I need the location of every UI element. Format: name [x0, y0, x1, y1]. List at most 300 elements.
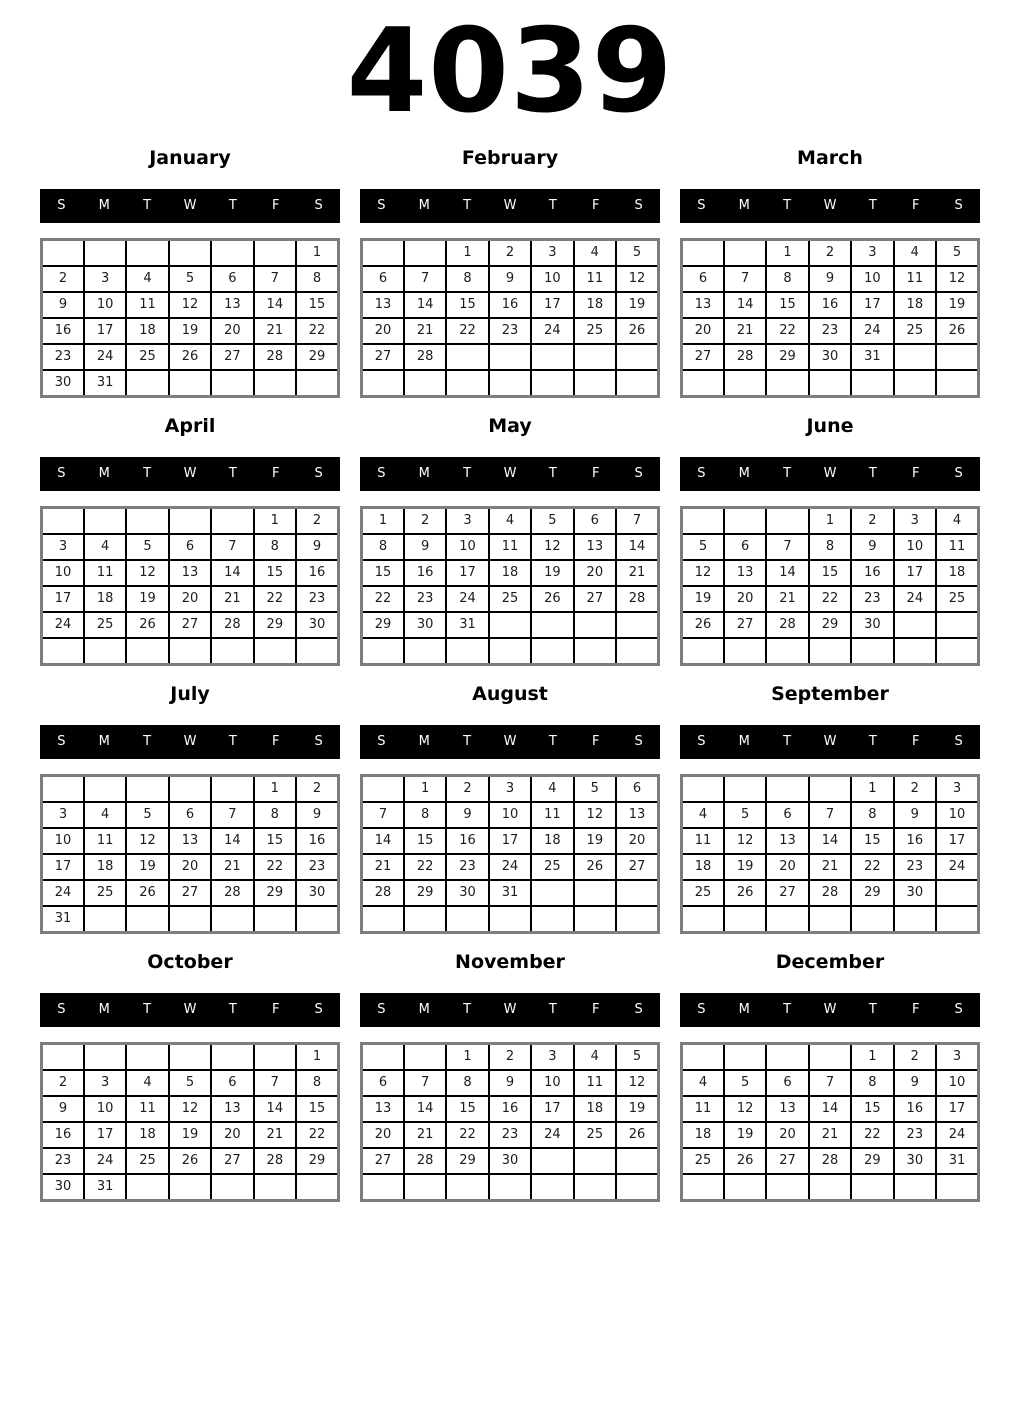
day-cell: 2 — [296, 507, 338, 534]
month-title: September — [771, 682, 889, 705]
day-cell: 16 — [404, 560, 446, 586]
weekday-label: S — [57, 198, 66, 214]
empty-day-cell — [126, 239, 168, 266]
weekday-label: T — [868, 1002, 877, 1018]
empty-day-cell — [254, 906, 296, 933]
week-row — [682, 586, 979, 612]
day-cell: 19 — [574, 828, 616, 854]
day-cell: 28 — [404, 1148, 446, 1174]
week-row — [42, 1043, 339, 1070]
month-day-grid-body — [682, 1043, 979, 1200]
week-row — [362, 775, 659, 802]
weekday-label: F — [911, 1002, 920, 1018]
empty-day-cell — [531, 906, 573, 933]
month-day-grid — [40, 238, 340, 398]
weekday-label: F — [591, 466, 600, 482]
day-cell: 29 — [254, 612, 296, 638]
week-row — [42, 802, 339, 828]
day-cell: 9 — [42, 292, 84, 318]
day-cell: 18 — [84, 854, 126, 880]
months-grid — [40, 148, 980, 1202]
week-row — [362, 828, 659, 854]
week-row — [362, 1174, 659, 1201]
month-day-grid-body — [362, 1043, 659, 1200]
month-title: November — [455, 950, 565, 973]
weekday-label: T — [783, 734, 792, 750]
week-row — [682, 1122, 979, 1148]
day-cell: 23 — [296, 586, 338, 612]
day-cell: 31 — [489, 880, 531, 906]
day-cell: 19 — [169, 1122, 211, 1148]
week-row — [682, 1043, 979, 1070]
day-cell: 24 — [936, 854, 978, 880]
day-cell: 4 — [574, 239, 616, 266]
empty-day-cell — [936, 638, 978, 665]
day-cell: 14 — [616, 534, 658, 560]
day-cell: 12 — [724, 1096, 766, 1122]
day-cell: 7 — [724, 266, 766, 292]
day-cell: 11 — [894, 266, 936, 292]
empty-day-cell — [766, 507, 808, 534]
week-row — [682, 828, 979, 854]
day-cell: 19 — [616, 292, 658, 318]
week-row — [42, 1070, 339, 1096]
day-cell: 8 — [296, 1070, 338, 1096]
weekday-label: T — [548, 734, 557, 750]
month-calendar — [360, 148, 660, 398]
day-cell: 24 — [851, 318, 893, 344]
day-cell: 25 — [682, 880, 724, 906]
empty-day-cell — [169, 1174, 211, 1201]
week-row — [682, 880, 979, 906]
day-cell: 26 — [682, 612, 724, 638]
day-cell: 19 — [126, 854, 168, 880]
empty-day-cell — [362, 1174, 404, 1201]
day-cell: 7 — [211, 802, 253, 828]
month-title: June — [806, 414, 854, 437]
empty-day-cell — [574, 344, 616, 370]
day-cell: 20 — [211, 318, 253, 344]
empty-day-cell — [682, 906, 724, 933]
day-cell: 10 — [531, 1070, 573, 1096]
day-cell: 22 — [851, 1122, 893, 1148]
day-cell: 11 — [531, 802, 573, 828]
empty-day-cell — [616, 906, 658, 933]
empty-day-cell — [169, 370, 211, 397]
week-row — [362, 1043, 659, 1070]
day-cell: 13 — [211, 1096, 253, 1122]
day-cell: 28 — [724, 344, 766, 370]
day-cell: 19 — [682, 586, 724, 612]
day-cell: 25 — [84, 880, 126, 906]
day-cell: 12 — [169, 1096, 211, 1122]
day-cell: 23 — [446, 854, 488, 880]
day-cell: 20 — [169, 854, 211, 880]
month-title: January — [149, 147, 231, 169]
empty-day-cell — [616, 370, 658, 397]
empty-day-cell — [616, 344, 658, 370]
day-cell: 20 — [724, 586, 766, 612]
day-cell: 28 — [362, 880, 404, 906]
day-cell: 20 — [574, 560, 616, 586]
day-cell: 6 — [766, 802, 808, 828]
empty-day-cell — [126, 370, 168, 397]
day-cell: 16 — [446, 828, 488, 854]
week-row — [362, 344, 659, 370]
day-cell: 14 — [809, 1096, 851, 1122]
day-cell: 10 — [851, 266, 893, 292]
empty-day-cell — [724, 370, 766, 397]
day-cell: 25 — [126, 1148, 168, 1174]
empty-day-cell — [851, 906, 893, 933]
weekday-label: T — [783, 198, 792, 214]
empty-day-cell — [851, 370, 893, 397]
day-cell: 20 — [682, 318, 724, 344]
empty-day-cell — [42, 239, 84, 266]
day-cell: 22 — [809, 586, 851, 612]
day-cell: 31 — [42, 906, 84, 933]
empty-day-cell — [404, 239, 446, 266]
day-cell: 7 — [254, 266, 296, 292]
weekday-label: T — [868, 198, 877, 214]
day-cell: 14 — [254, 292, 296, 318]
weekday-label: M — [418, 466, 430, 482]
month-day-grid — [360, 1042, 660, 1202]
day-cell: 11 — [84, 560, 126, 586]
day-cell: 17 — [489, 828, 531, 854]
weekday-label: M — [738, 466, 750, 482]
day-cell: 21 — [211, 854, 253, 880]
day-cell: 17 — [936, 1096, 978, 1122]
weekday-label: T — [228, 198, 237, 214]
day-cell: 21 — [809, 1122, 851, 1148]
weekday-label: T — [868, 734, 877, 750]
day-cell: 16 — [489, 292, 531, 318]
empty-day-cell — [254, 1174, 296, 1201]
week-row — [42, 292, 339, 318]
week-row — [682, 1096, 979, 1122]
empty-day-cell — [682, 1043, 724, 1070]
weekday-label: T — [463, 466, 472, 482]
day-cell: 12 — [574, 802, 616, 828]
day-cell: 4 — [936, 507, 978, 534]
week-row — [682, 318, 979, 344]
empty-day-cell — [296, 638, 338, 665]
empty-day-cell — [362, 239, 404, 266]
day-cell: 29 — [766, 344, 808, 370]
weekday-label: S — [634, 198, 643, 214]
day-cell: 7 — [809, 1070, 851, 1096]
day-cell: 7 — [616, 507, 658, 534]
day-cell: 25 — [489, 586, 531, 612]
day-cell: 3 — [42, 534, 84, 560]
day-cell: 10 — [446, 534, 488, 560]
weekday-label: T — [228, 734, 237, 750]
day-cell: 9 — [894, 1070, 936, 1096]
day-cell: 13 — [724, 560, 766, 586]
week-row — [682, 344, 979, 370]
day-cell: 27 — [724, 612, 766, 638]
day-cell: 11 — [126, 1096, 168, 1122]
day-cell: 12 — [126, 828, 168, 854]
weekday-label: F — [911, 734, 920, 750]
day-cell: 6 — [574, 507, 616, 534]
day-cell: 18 — [126, 1122, 168, 1148]
day-cell: 19 — [169, 318, 211, 344]
day-cell: 18 — [894, 292, 936, 318]
day-cell: 13 — [169, 560, 211, 586]
day-cell: 27 — [682, 344, 724, 370]
week-row — [42, 612, 339, 638]
week-row — [362, 560, 659, 586]
empty-day-cell — [404, 1174, 446, 1201]
week-row — [682, 1174, 979, 1201]
empty-day-cell — [489, 906, 531, 933]
day-cell: 8 — [254, 534, 296, 560]
day-cell: 18 — [574, 292, 616, 318]
day-cell: 8 — [446, 1070, 488, 1096]
day-cell: 11 — [126, 292, 168, 318]
day-cell: 25 — [574, 318, 616, 344]
weekday-label: F — [271, 198, 280, 214]
day-cell: 20 — [169, 586, 211, 612]
day-cell: 25 — [894, 318, 936, 344]
empty-day-cell — [362, 1043, 404, 1070]
day-cell: 31 — [446, 612, 488, 638]
empty-day-cell — [531, 1174, 573, 1201]
day-cell: 1 — [254, 775, 296, 802]
weekday-label: T — [143, 466, 152, 482]
empty-day-cell — [404, 638, 446, 665]
day-cell: 26 — [126, 612, 168, 638]
empty-day-cell — [126, 1043, 168, 1070]
empty-day-cell — [211, 370, 253, 397]
month-day-grid-body — [682, 775, 979, 932]
weekday-header — [360, 993, 660, 1027]
empty-day-cell — [616, 612, 658, 638]
weekday-label: S — [954, 1002, 963, 1018]
day-cell: 2 — [894, 775, 936, 802]
weekday-label: M — [98, 1002, 110, 1018]
month-day-grid-body — [362, 775, 659, 932]
day-cell: 5 — [574, 775, 616, 802]
empty-day-cell — [531, 370, 573, 397]
empty-day-cell — [296, 906, 338, 933]
day-cell: 28 — [616, 586, 658, 612]
day-cell: 4 — [682, 1070, 724, 1096]
day-cell: 28 — [809, 880, 851, 906]
month-day-grid-body — [42, 507, 339, 664]
day-cell: 26 — [531, 586, 573, 612]
day-cell: 4 — [126, 266, 168, 292]
day-cell: 30 — [42, 1174, 84, 1201]
day-cell: 29 — [296, 344, 338, 370]
day-cell: 29 — [851, 880, 893, 906]
week-row — [682, 507, 979, 534]
day-cell: 26 — [616, 318, 658, 344]
month-day-grid — [40, 506, 340, 666]
weekday-label: S — [314, 466, 323, 482]
day-cell: 16 — [296, 560, 338, 586]
month-day-grid — [40, 1042, 340, 1202]
day-cell: 17 — [936, 828, 978, 854]
day-cell: 28 — [211, 612, 253, 638]
day-cell: 19 — [126, 586, 168, 612]
empty-day-cell — [42, 1043, 84, 1070]
day-cell: 20 — [362, 1122, 404, 1148]
weekday-header — [360, 457, 660, 491]
day-cell: 23 — [489, 1122, 531, 1148]
weekday-label: S — [634, 466, 643, 482]
weekday-label: S — [954, 198, 963, 214]
empty-day-cell — [84, 1043, 126, 1070]
day-cell: 29 — [446, 1148, 488, 1174]
week-row — [362, 534, 659, 560]
day-cell: 13 — [682, 292, 724, 318]
weekday-label: T — [228, 466, 237, 482]
day-cell: 15 — [851, 1096, 893, 1122]
month-calendar — [360, 952, 660, 1202]
day-cell: 8 — [851, 802, 893, 828]
empty-day-cell — [936, 906, 978, 933]
day-cell: 15 — [254, 560, 296, 586]
weekday-header — [40, 189, 340, 223]
empty-day-cell — [169, 1043, 211, 1070]
empty-day-cell — [574, 638, 616, 665]
day-cell: 22 — [296, 318, 338, 344]
empty-day-cell — [42, 507, 84, 534]
weekday-header — [680, 725, 980, 759]
day-cell: 18 — [682, 854, 724, 880]
day-cell: 11 — [682, 1096, 724, 1122]
weekday-label: T — [143, 1002, 152, 1018]
empty-day-cell — [211, 239, 253, 266]
day-cell: 10 — [489, 802, 531, 828]
day-cell: 8 — [809, 534, 851, 560]
day-cell: 3 — [936, 775, 978, 802]
day-cell: 24 — [84, 344, 126, 370]
day-cell: 24 — [42, 880, 84, 906]
day-cell: 22 — [446, 1122, 488, 1148]
day-cell: 26 — [724, 1148, 766, 1174]
weekday-header — [360, 725, 660, 759]
month-title: July — [170, 682, 210, 705]
day-cell: 9 — [809, 266, 851, 292]
week-row — [362, 292, 659, 318]
week-row — [42, 1174, 339, 1201]
day-cell: 8 — [851, 1070, 893, 1096]
day-cell: 6 — [362, 1070, 404, 1096]
week-row — [42, 880, 339, 906]
day-cell: 14 — [766, 560, 808, 586]
day-cell: 25 — [126, 344, 168, 370]
day-cell: 16 — [42, 1122, 84, 1148]
day-cell: 13 — [766, 828, 808, 854]
empty-day-cell — [936, 880, 978, 906]
day-cell: 17 — [42, 586, 84, 612]
day-cell: 8 — [446, 266, 488, 292]
day-cell: 14 — [254, 1096, 296, 1122]
week-row — [682, 370, 979, 397]
day-cell: 15 — [809, 560, 851, 586]
day-cell: 9 — [296, 802, 338, 828]
empty-day-cell — [851, 1174, 893, 1201]
day-cell: 5 — [616, 239, 658, 266]
day-cell: 5 — [682, 534, 724, 560]
day-cell: 17 — [894, 560, 936, 586]
day-cell: 16 — [894, 1096, 936, 1122]
day-cell: 17 — [42, 854, 84, 880]
day-cell: 8 — [362, 534, 404, 560]
month-day-grid — [680, 774, 980, 934]
day-cell: 16 — [42, 318, 84, 344]
day-cell: 27 — [362, 344, 404, 370]
day-cell: 1 — [446, 239, 488, 266]
empty-day-cell — [936, 612, 978, 638]
empty-day-cell — [531, 1148, 573, 1174]
weekday-label: T — [143, 734, 152, 750]
weekday-label: T — [548, 1002, 557, 1018]
month-calendar — [40, 148, 340, 398]
empty-day-cell — [574, 1148, 616, 1174]
empty-day-cell — [211, 775, 253, 802]
day-cell: 12 — [531, 534, 573, 560]
empty-day-cell — [682, 1174, 724, 1201]
weekday-label: S — [57, 466, 66, 482]
week-row — [682, 560, 979, 586]
day-cell: 3 — [851, 239, 893, 266]
week-row — [42, 344, 339, 370]
day-cell: 3 — [84, 1070, 126, 1096]
empty-day-cell — [446, 638, 488, 665]
empty-day-cell — [362, 370, 404, 397]
day-cell: 17 — [531, 1096, 573, 1122]
empty-day-cell — [574, 880, 616, 906]
week-row — [42, 318, 339, 344]
day-cell: 31 — [936, 1148, 978, 1174]
day-cell: 8 — [296, 266, 338, 292]
empty-day-cell — [766, 638, 808, 665]
day-cell: 22 — [362, 586, 404, 612]
week-row — [682, 266, 979, 292]
weekday-header — [40, 725, 340, 759]
day-cell: 2 — [404, 507, 446, 534]
day-cell: 1 — [446, 1043, 488, 1070]
day-cell: 30 — [809, 344, 851, 370]
day-cell: 12 — [682, 560, 724, 586]
weekday-label: T — [548, 198, 557, 214]
day-cell: 4 — [894, 239, 936, 266]
empty-day-cell — [531, 344, 573, 370]
week-row — [362, 612, 659, 638]
month-day-grid-body — [42, 239, 339, 396]
empty-day-cell — [682, 239, 724, 266]
day-cell: 4 — [574, 1043, 616, 1070]
day-cell: 26 — [126, 880, 168, 906]
empty-day-cell — [169, 638, 211, 665]
day-cell: 20 — [211, 1122, 253, 1148]
month-day-grid — [360, 238, 660, 398]
weekday-label: W — [183, 1002, 197, 1018]
day-cell: 21 — [724, 318, 766, 344]
day-cell: 25 — [574, 1122, 616, 1148]
weekday-label: S — [697, 466, 706, 482]
month-day-grid — [360, 774, 660, 934]
day-cell: 2 — [42, 266, 84, 292]
day-cell: 9 — [894, 802, 936, 828]
empty-day-cell — [616, 1174, 658, 1201]
week-row — [682, 775, 979, 802]
